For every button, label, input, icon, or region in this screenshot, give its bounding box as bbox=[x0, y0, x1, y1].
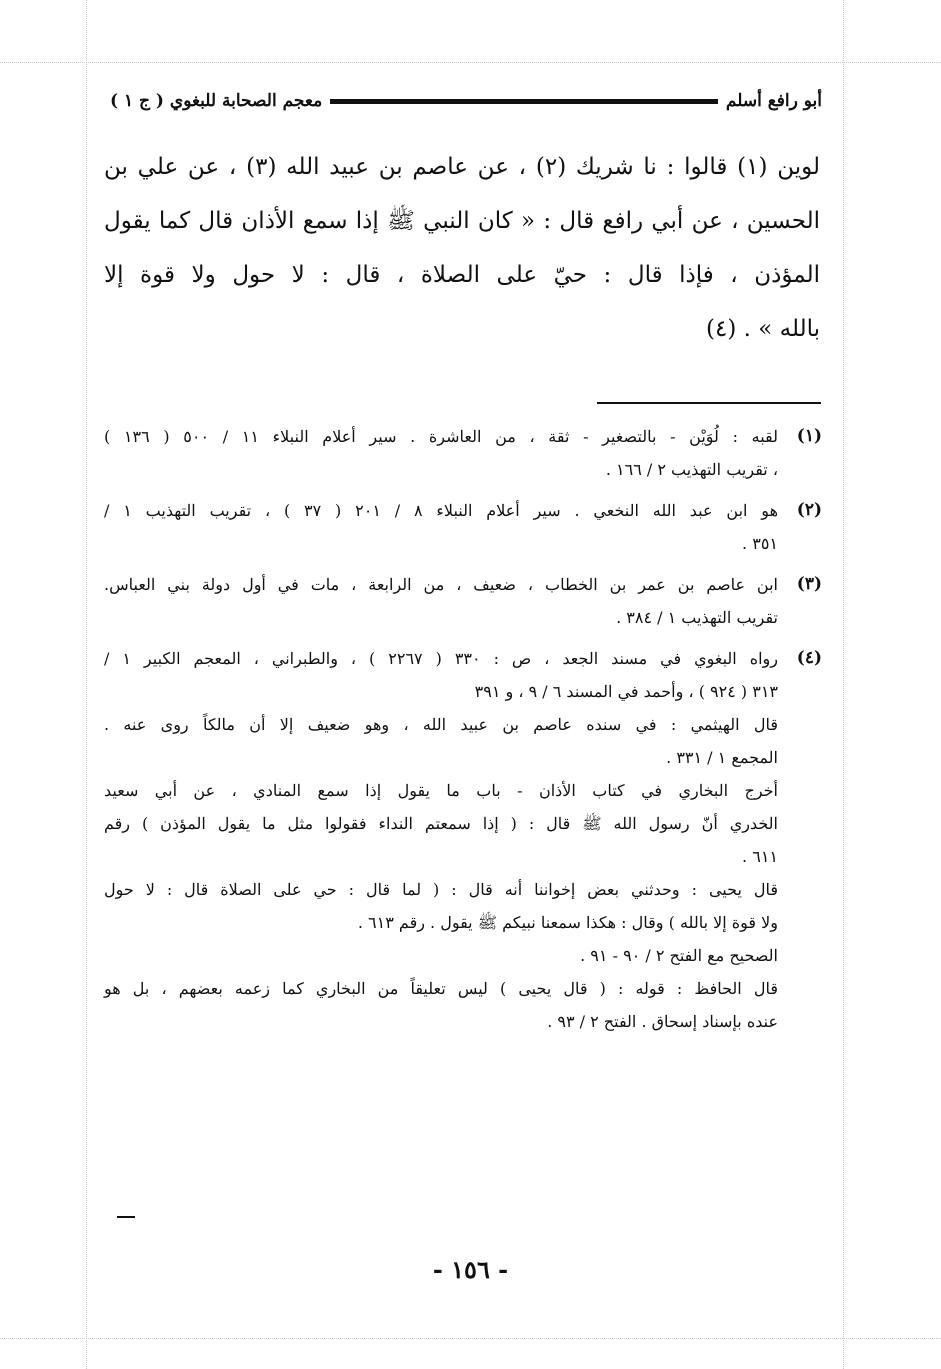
header-entry-name: أبو رافع أسلم bbox=[725, 91, 822, 111]
main-text-line: الحسين ، عن أبي رافع قال : « كان النبي ﷺ إذا سمع الأذان قال كما يقول bbox=[104, 208, 820, 234]
footnote-line: ، تقريب التهذيب ٢ / ١٦٦ . bbox=[605, 460, 778, 479]
header-book-title: معجم الصحابة للبغوي ( ج ١ ) bbox=[110, 91, 323, 111]
footnote-body bbox=[104, 568, 778, 634]
footnote-line: عنده بإسناد إسحاق . الفتح ٢ / ٩٣ . bbox=[547, 1012, 778, 1031]
footnote-body bbox=[104, 642, 778, 1038]
footnote-line: تقريب التهذيب ١ / ٣٨٤ . bbox=[616, 608, 778, 627]
scan-guide-line bbox=[843, 0, 844, 1369]
main-text bbox=[104, 140, 820, 356]
main-text-line: المؤذن ، فإذا قال : حيّ على الصلاة ، قال : لا حول ولا قوة إلا bbox=[104, 262, 820, 288]
scan-guide-line bbox=[86, 0, 87, 1369]
scan-guide-line bbox=[0, 1338, 941, 1339]
scan-guide-line bbox=[0, 62, 941, 63]
footnote-number: (٤) bbox=[796, 648, 822, 668]
footnote-3 bbox=[104, 568, 822, 634]
footnote-line: هو ابن عبد الله النخعي . سير أعلام النبلاء ٨ / ٢٠١ ( ٣٧ ) ، تقريب التهذيب ١ / bbox=[104, 501, 779, 520]
footnote-line: ولا قوة إلا بالله ) وقال : هكذا سمعنا نبيكم ﷺ يقول . رقم ٦١٣ . bbox=[357, 913, 778, 932]
footnote-separator bbox=[597, 402, 821, 404]
footnote-body bbox=[104, 494, 778, 560]
continuation-dash bbox=[117, 1216, 135, 1218]
footnote-body bbox=[104, 420, 778, 486]
footnote-line: لقبه : لُوَيْن - بالتصغير - ثقة ، من العاشرة . سير أعلام النبلاء ١١ / ٥٠٠ ( ١٣٦ ) bbox=[104, 427, 779, 446]
footnote-1 bbox=[104, 420, 822, 486]
footnote-line: الخدري أنّ رسول الله ﷺ قال : ( إذا سمعتم النداء فقولوا مثل ما يقول المؤذن ) رقم bbox=[104, 814, 778, 833]
footnote-line: قال الحافظ : قوله : ( قال يحيى ) ليس تعليقاً من البخاري كما زعمه بعضهم ، بل هو bbox=[104, 979, 778, 998]
footnote-2 bbox=[104, 494, 822, 560]
footnote-line: الصحيح مع الفتح ٢ / ٩٠ - ٩١ . bbox=[580, 946, 778, 965]
footnote-line: ٦١١ . bbox=[742, 847, 778, 866]
footnote-line: ٣٥١ . bbox=[742, 534, 778, 553]
footnote-number: (٣) bbox=[796, 574, 822, 594]
footnote-line: المجمع ١ / ٣٣١ . bbox=[666, 748, 778, 767]
footnote-4 bbox=[104, 642, 822, 1038]
footnotes bbox=[104, 420, 822, 1046]
footnote-line: ابن عاصم بن عمر بن الخطاب ، ضعيف ، من الرابعة ، مات في أول دولة بني العباس. bbox=[104, 575, 778, 594]
header-rule bbox=[330, 99, 718, 104]
footnote-number: (١) bbox=[796, 426, 822, 446]
footnote-number: (٢) bbox=[796, 500, 822, 520]
footnote-line: ٣١٣ ( ٩٢٤ ) ، وأحمد في المسند ٦ / ٩ ، و ٣٩١ bbox=[474, 682, 778, 701]
running-header bbox=[110, 84, 822, 118]
footnote-line: رواه البغوي في مسند الجعد ، ص : ٣٣٠ ( ٢٢٦٧ ) ، والطبراني ، المعجم الكبير ١ / bbox=[104, 649, 779, 668]
footnote-line: قال يحيى : وحدثني بعض إخواننا أنه قال : ( لما قال : حي على الصلاة قال : لا حول bbox=[104, 880, 778, 899]
footnote-line: قال الهيثمي : في سنده عاصم بن عبيد الله ، وهو ضعيف إلا أن مالكاً روى عنه . bbox=[104, 715, 778, 734]
page-number: - ١٥٦ - bbox=[432, 1255, 509, 1284]
footnote-line: أخرج البخاري في كتاب الأذان - باب ما يقول إذا سمع المنادي ، عن أبي سعيد bbox=[104, 781, 779, 800]
main-text-line: لوين (١) قالوا : نا شريك (٢) ، عن عاصم بن عبيد الله (٣) ، عن علي بن bbox=[104, 154, 820, 180]
main-text-line: بالله » . (٤) bbox=[706, 316, 820, 342]
